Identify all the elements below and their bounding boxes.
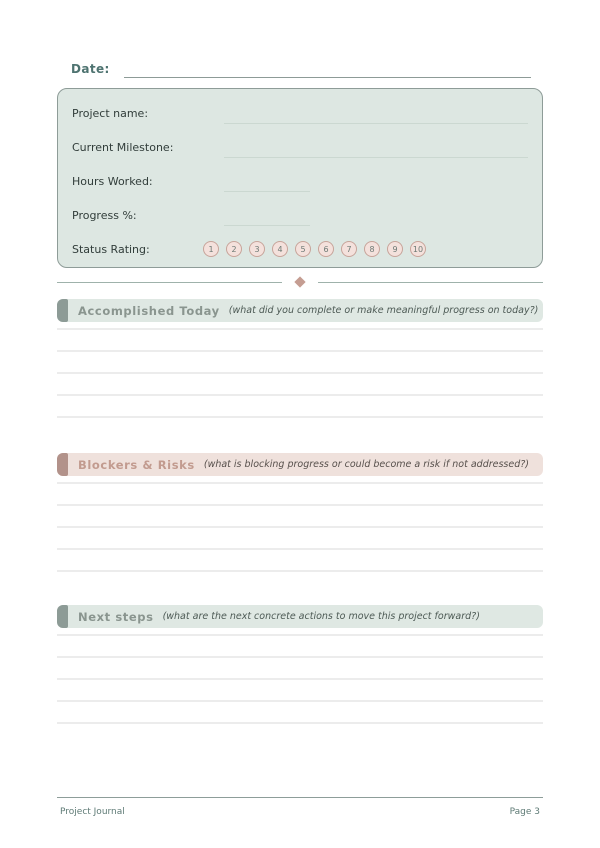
rating-option-7[interactable]: 7 — [341, 241, 357, 257]
progress-percent-input-line[interactable] — [224, 225, 310, 226]
ruled-line — [57, 322, 543, 330]
status-rating-scale — [203, 241, 426, 257]
ruled-line — [57, 658, 543, 680]
page-footer — [57, 797, 543, 817]
current-milestone-input-line[interactable] — [224, 157, 528, 158]
blockers-risks-writing-area — [57, 476, 543, 572]
rating-option-1[interactable]: 1 — [203, 241, 219, 257]
ruled-line — [57, 702, 543, 724]
next-steps-hint: (what are the next concrete actions to move this project forward?) — [162, 611, 480, 622]
current-milestone-label: Current Milestone: — [72, 140, 174, 154]
hours-worked-input-line[interactable] — [224, 191, 310, 192]
ruled-line — [57, 396, 543, 418]
ruled-line — [57, 550, 543, 572]
hours-worked-label: Hours Worked: — [72, 174, 153, 188]
footer-document-title: Project Journal — [60, 807, 125, 817]
project-name-row — [72, 96, 528, 130]
rating-option-9[interactable]: 9 — [387, 241, 403, 257]
header-tab-bar — [57, 605, 68, 628]
rating-option-6[interactable]: 6 — [318, 241, 334, 257]
date-label: Date: — [71, 62, 110, 76]
ruled-line — [57, 628, 543, 636]
rating-option-4[interactable]: 4 — [272, 241, 288, 257]
next-steps-header — [57, 605, 543, 628]
section-next-steps — [57, 605, 543, 724]
project-name-input-line[interactable] — [224, 123, 528, 124]
blockers-risks-title: Blockers & Risks — [78, 457, 195, 472]
section-blockers-risks — [57, 453, 543, 572]
ruled-line — [57, 528, 543, 550]
blockers-risks-header — [57, 453, 543, 476]
ruled-line — [57, 506, 543, 528]
rating-option-3[interactable]: 3 — [249, 241, 265, 257]
date-input-line[interactable] — [124, 61, 531, 78]
project-info-box — [57, 88, 543, 268]
ruled-line — [57, 352, 543, 374]
ruled-line — [57, 636, 543, 658]
divider-line-right — [318, 282, 543, 283]
status-rating-label: Status Rating: — [72, 242, 150, 256]
footer-page-number: Page 3 — [509, 807, 540, 817]
project-name-label: Project name: — [72, 106, 149, 120]
hours-worked-row — [72, 164, 528, 198]
diamond-icon — [294, 276, 305, 287]
section-accomplished-today — [57, 299, 543, 418]
ruled-line — [57, 680, 543, 702]
ruled-line — [57, 476, 543, 484]
current-milestone-row — [72, 130, 528, 164]
section-divider — [57, 276, 543, 288]
next-steps-title: Next steps — [78, 609, 154, 624]
next-steps-writing-area — [57, 628, 543, 724]
progress-percent-label: Progress %: — [72, 208, 137, 222]
accomplished-today-header — [57, 299, 543, 322]
ruled-line — [57, 374, 543, 396]
rating-option-2[interactable]: 2 — [226, 241, 242, 257]
progress-percent-row — [72, 198, 528, 232]
accomplished-today-hint: (what did you complete or make meaningful progress on today?) — [228, 305, 539, 316]
accomplished-today-title: Accomplished Today — [78, 303, 220, 318]
header-tab-bar — [57, 453, 68, 476]
ruled-line — [57, 330, 543, 352]
rating-option-10[interactable]: 10 — [410, 241, 426, 257]
rating-option-5[interactable]: 5 — [295, 241, 311, 257]
divider-line-left — [57, 282, 282, 283]
header-tab-bar — [57, 299, 68, 322]
blockers-risks-hint: (what is blocking progress or could become a risk if not addressed?) — [203, 459, 530, 470]
ruled-line — [57, 484, 543, 506]
accomplished-today-writing-area — [57, 322, 543, 418]
date-row — [57, 61, 543, 81]
rating-option-8[interactable]: 8 — [364, 241, 380, 257]
status-rating-row — [72, 232, 528, 266]
